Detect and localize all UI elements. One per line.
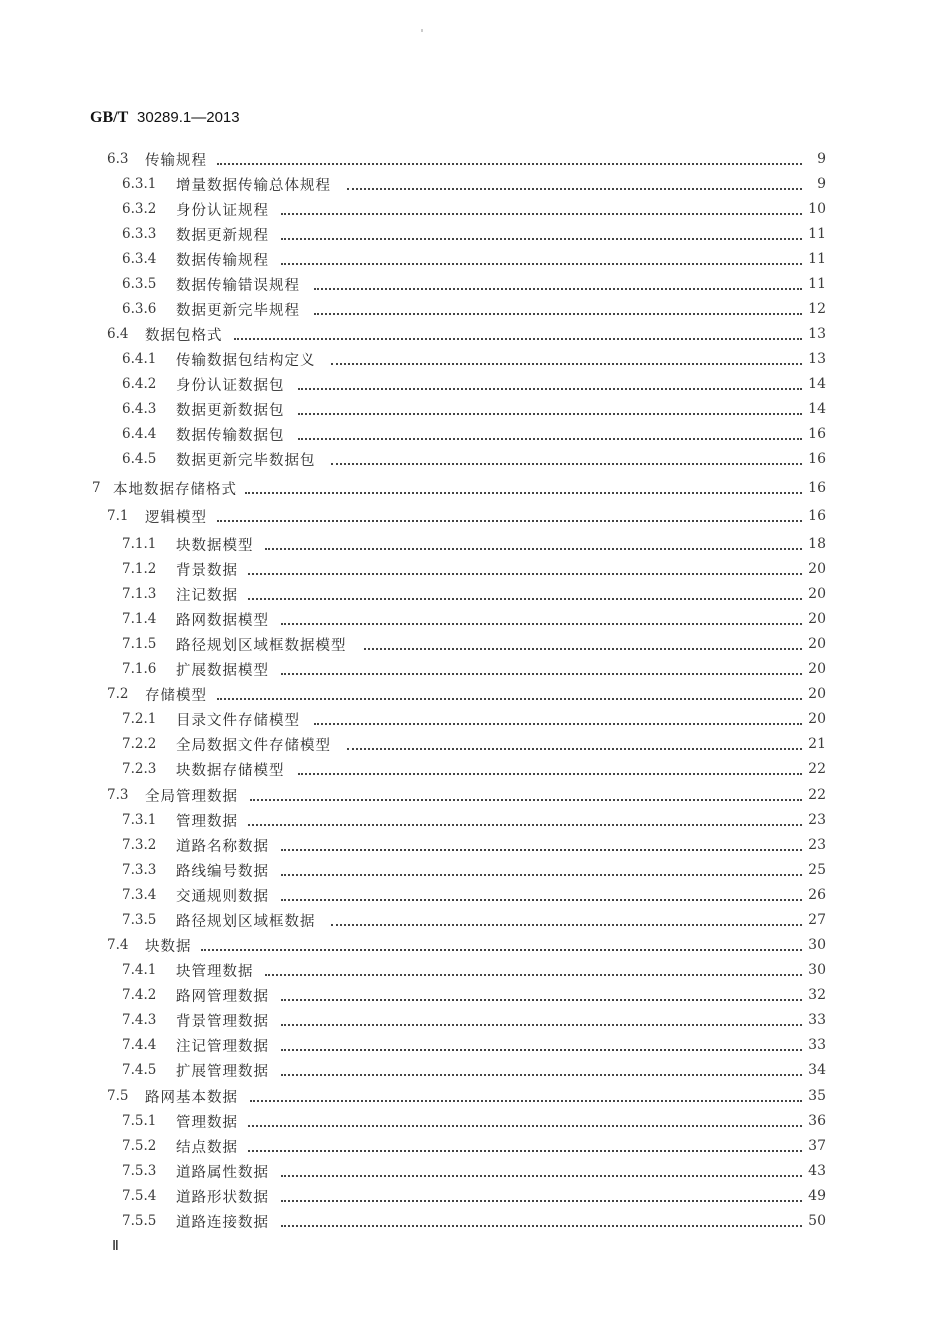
toc-section-number: 7.3	[107, 787, 129, 803]
toc-entry[interactable]	[0, 633, 950, 655]
toc-section-title: 路网管理数据	[176, 988, 269, 1005]
toc-page-number: 20	[808, 686, 826, 702]
toc-entry[interactable]	[0, 859, 950, 881]
toc-entry[interactable]	[0, 1210, 950, 1232]
toc-page-number: 20	[808, 586, 826, 602]
toc-entry[interactable]	[0, 323, 950, 345]
dot-leader	[248, 1113, 802, 1127]
dot-leader	[234, 326, 803, 340]
dot-leader	[248, 812, 802, 826]
toc-entry[interactable]	[0, 273, 950, 295]
toc-section-number: 6.4	[107, 326, 129, 342]
toc-page-number: 20	[808, 661, 826, 677]
toc-entry[interactable]	[0, 1135, 950, 1157]
dot-leader	[248, 561, 802, 575]
toc-page-number: 43	[808, 1163, 826, 1179]
toc-entry[interactable]	[0, 477, 950, 499]
dot-leader	[298, 426, 803, 440]
toc-page-number: 16	[808, 480, 826, 496]
toc-section-number: 7.5.5	[122, 1213, 157, 1229]
toc-entry[interactable]	[0, 1185, 950, 1207]
toc-page-number: 11	[808, 251, 826, 267]
dot-leader	[265, 962, 803, 976]
toc-page-number: 35	[808, 1088, 826, 1104]
toc-section-title: 全局管理数据	[145, 788, 238, 805]
toc-page-number: 21	[808, 736, 826, 752]
toc-entry[interactable]	[0, 884, 950, 906]
toc-entry[interactable]	[0, 373, 950, 395]
toc-section-title: 数据传输规程	[176, 252, 269, 269]
toc-section-title: 注记管理数据	[176, 1038, 269, 1055]
toc-page-number: 33	[808, 1012, 826, 1028]
toc-entry[interactable]	[0, 608, 950, 630]
toc-section-number: 7.1.3	[122, 586, 157, 602]
dot-leader	[364, 636, 803, 650]
dot-leader	[248, 1138, 802, 1152]
toc-section-number: 6.3.6	[122, 301, 157, 317]
dot-leader	[281, 661, 802, 675]
toc-entry[interactable]	[0, 533, 950, 555]
toc-entry[interactable]	[0, 398, 950, 420]
toc-section-number: 7.4.2	[122, 987, 157, 1003]
dot-leader	[347, 176, 802, 190]
toc-page-number: 10	[808, 201, 826, 217]
toc-section-number: 7.1	[107, 508, 129, 524]
toc-entry[interactable]	[0, 1160, 950, 1182]
toc-section-title: 扩展管理数据	[176, 1063, 269, 1080]
toc-entry[interactable]	[0, 784, 950, 806]
toc-section-title: 路径规划区域框数据模型	[176, 637, 347, 654]
toc-section-number: 6.4.1	[122, 351, 157, 367]
toc-section-title: 背景管理数据	[176, 1013, 269, 1030]
toc-section-number: 7.2	[107, 686, 129, 702]
toc-entry[interactable]	[0, 809, 950, 831]
toc-entry[interactable]	[0, 934, 950, 956]
toc-section-number: 7.3.2	[122, 837, 157, 853]
toc-page-number: 22	[808, 787, 826, 803]
toc-section-number: 7.3.5	[122, 912, 157, 928]
toc-section-title: 目录文件存储模型	[176, 712, 300, 729]
dot-leader	[314, 711, 802, 725]
dot-leader	[298, 761, 803, 775]
dot-leader	[201, 937, 803, 951]
dot-leader	[248, 586, 802, 600]
toc-page-number: 14	[808, 376, 826, 392]
toc-section-number: 7.4	[107, 937, 129, 953]
toc-section-number: 7.1.4	[122, 611, 157, 627]
toc-page-number: 34	[808, 1062, 826, 1078]
toc-section-number: 7.5	[107, 1088, 129, 1104]
toc-section-title: 路线编号数据	[176, 863, 269, 880]
toc-page-number: 9	[817, 176, 826, 192]
toc-section-title: 路径规划区域框数据	[176, 913, 316, 930]
toc-section-title: 本地数据存储格式	[113, 481, 237, 498]
toc-section-number: 7.3.4	[122, 887, 157, 903]
dot-leader	[217, 686, 802, 700]
toc-page-number: 12	[808, 301, 826, 317]
toc-section-number: 6.3.5	[122, 276, 157, 292]
toc-entry[interactable]	[0, 959, 950, 981]
toc-section-number: 6.3.1	[122, 176, 157, 192]
dot-leader	[314, 301, 802, 315]
toc-section-number: 7.5.3	[122, 1163, 157, 1179]
toc-entry[interactable]	[0, 448, 950, 470]
toc-section-number: 6.4.3	[122, 401, 157, 417]
dot-leader	[245, 480, 802, 494]
toc-entry[interactable]	[0, 423, 950, 445]
toc-entry[interactable]	[0, 173, 950, 195]
dot-leader	[281, 251, 802, 265]
dot-leader	[281, 1163, 802, 1177]
toc-section-title: 管理数据	[176, 1114, 238, 1131]
toc-page-number: 30	[808, 962, 826, 978]
toc-section-number: 6.3.3	[122, 226, 157, 242]
toc-page-number: 13	[808, 351, 826, 367]
toc-section-number: 7.1.2	[122, 561, 157, 577]
toc-section-title: 数据更新完毕数据包	[176, 452, 316, 469]
toc-entry[interactable]	[0, 583, 950, 605]
dot-leader	[281, 611, 802, 625]
dot-leader	[281, 1062, 802, 1076]
toc-page-number: 9	[817, 151, 826, 167]
scan-speck	[421, 29, 423, 32]
toc-entry[interactable]	[0, 198, 950, 220]
toc-section-number: 6.3	[107, 151, 129, 167]
toc-section-number: 7.1.1	[122, 536, 157, 552]
toc-section-number: 7.2.2	[122, 736, 157, 752]
toc-section-number: 6.4.2	[122, 376, 157, 392]
toc-page-number: 23	[808, 812, 826, 828]
dot-leader	[281, 201, 802, 215]
toc-page-number: 16	[808, 508, 826, 524]
toc-page-number: 36	[808, 1113, 826, 1129]
toc-section-title: 传输数据包结构定义	[176, 352, 316, 369]
toc-entry[interactable]	[0, 298, 950, 320]
toc-page-number: 25	[808, 862, 826, 878]
toc-page-number: 20	[808, 636, 826, 652]
toc-entry[interactable]	[0, 733, 950, 755]
toc-page-number: 14	[808, 401, 826, 417]
toc-section-title: 数据包格式	[145, 327, 223, 344]
toc-section-title: 块管理数据	[176, 963, 254, 980]
dot-leader	[250, 1088, 802, 1102]
toc-entry[interactable]	[0, 683, 950, 705]
toc-page-number: 20	[808, 611, 826, 627]
toc-section-number: 7.5.2	[122, 1138, 157, 1154]
toc-section-title: 管理数据	[176, 813, 238, 830]
dot-leader	[217, 508, 802, 522]
toc-page-number: 50	[808, 1213, 826, 1229]
toc-section-title: 身份认证规程	[176, 202, 269, 219]
toc-section-number: 7.4.3	[122, 1012, 157, 1028]
toc-section-number: 7.4.5	[122, 1062, 157, 1078]
toc-section-title: 存储模型	[145, 687, 207, 704]
toc-section-number: 7.3.1	[122, 812, 157, 828]
toc-page-number: 20	[808, 561, 826, 577]
toc-entry[interactable]	[0, 1059, 950, 1081]
toc-section-title: 块数据存储模型	[176, 762, 285, 779]
toc-page-number: 16	[808, 426, 826, 442]
toc-entry[interactable]	[0, 148, 950, 170]
dot-leader	[281, 1037, 802, 1051]
dot-leader	[314, 276, 802, 290]
toc-section-title: 背景数据	[176, 562, 238, 579]
toc-section-number: 7	[92, 480, 101, 496]
dot-leader	[250, 787, 802, 801]
toc-entry[interactable]	[0, 348, 950, 370]
toc-entry[interactable]	[0, 248, 950, 270]
toc-entry[interactable]	[0, 909, 950, 931]
toc-section-number: 6.3.2	[122, 201, 157, 217]
toc-section-title: 路网基本数据	[145, 1089, 238, 1106]
toc-section-number: 7.1.5	[122, 636, 157, 652]
standard-number: 30289.1—2013	[137, 109, 240, 126]
toc-section-title: 块数据模型	[176, 537, 254, 554]
toc-section-number: 7.3.3	[122, 862, 157, 878]
toc-entry[interactable]	[0, 658, 950, 680]
toc-section-title: 身份认证数据包	[176, 377, 285, 394]
dot-leader	[281, 887, 802, 901]
toc-section-title: 逻辑模型	[145, 509, 207, 526]
toc-page-number: 37	[808, 1138, 826, 1154]
toc-section-number: 7.1.6	[122, 661, 157, 677]
dot-leader	[331, 451, 803, 465]
toc-section-number: 7.4.1	[122, 962, 157, 978]
toc-section-number: 7.5.1	[122, 1113, 157, 1129]
toc-section-number: 7.2.3	[122, 761, 157, 777]
toc-entry[interactable]	[0, 834, 950, 856]
dot-leader	[281, 987, 802, 1001]
toc-entry[interactable]	[0, 558, 950, 580]
toc-entry[interactable]	[0, 1034, 950, 1056]
toc-section-title: 道路属性数据	[176, 1164, 269, 1181]
toc-section-number: 7.4.4	[122, 1037, 157, 1053]
toc-page-number: 49	[808, 1188, 826, 1204]
toc-section-title: 数据更新完毕规程	[176, 302, 300, 319]
toc-section-number: 7.2.1	[122, 711, 157, 727]
toc-section-title: 数据传输数据包	[176, 427, 285, 444]
toc-section-title: 数据更新数据包	[176, 402, 285, 419]
toc-section-title: 全局数据文件存储模型	[176, 737, 331, 754]
dot-leader	[347, 736, 802, 750]
toc-section-title: 道路名称数据	[176, 838, 269, 855]
toc-section-title: 传输规程	[145, 152, 207, 169]
toc-section-number: 7.5.4	[122, 1188, 157, 1204]
toc-page-number: 30	[808, 937, 826, 953]
dot-leader	[298, 401, 803, 415]
dot-leader	[281, 1012, 802, 1026]
dot-leader	[281, 862, 802, 876]
dot-leader	[331, 912, 803, 926]
toc-page-number: 23	[808, 837, 826, 853]
toc-section-title: 扩展数据模型	[176, 662, 269, 679]
toc-entry[interactable]	[0, 1110, 950, 1132]
toc-page-number: 26	[808, 887, 826, 903]
page-number: Ⅱ	[112, 1239, 119, 1254]
toc-section-title: 块数据	[145, 938, 192, 955]
dot-leader	[281, 1213, 802, 1227]
dot-leader	[281, 1188, 802, 1202]
toc-entry[interactable]	[0, 505, 950, 527]
toc-page-number: 16	[808, 451, 826, 467]
dot-leader	[298, 376, 803, 390]
standard-prefix: GB/T	[90, 109, 129, 126]
toc-entry[interactable]	[0, 1085, 950, 1107]
toc-page-number: 27	[808, 912, 826, 928]
dot-leader	[281, 226, 802, 240]
toc-page-number: 22	[808, 761, 826, 777]
toc-section-title: 道路形状数据	[176, 1189, 269, 1206]
toc-page-number: 11	[808, 276, 826, 292]
toc-page-number: 18	[808, 536, 826, 552]
dot-leader	[281, 837, 802, 851]
toc-section-title: 数据传输错误规程	[176, 277, 300, 294]
toc-page-number: 20	[808, 711, 826, 727]
toc-section-number: 6.4.5	[122, 451, 157, 467]
dot-leader	[331, 351, 803, 365]
toc-page-number: 33	[808, 1037, 826, 1053]
toc-entry[interactable]	[0, 1009, 950, 1031]
dot-leader	[265, 536, 803, 550]
toc-section-title: 交通规则数据	[176, 888, 269, 905]
toc-section-number: 6.3.4	[122, 251, 157, 267]
document-header	[90, 108, 240, 127]
toc-entry[interactable]	[0, 223, 950, 245]
toc-section-number: 6.4.4	[122, 426, 157, 442]
toc-section-title: 增量数据传输总体规程	[176, 177, 331, 194]
toc-entry[interactable]	[0, 984, 950, 1006]
toc-entry[interactable]	[0, 708, 950, 730]
toc-section-title: 路网数据模型	[176, 612, 269, 629]
toc-page-number: 13	[808, 326, 826, 342]
toc-page-number: 11	[808, 226, 826, 242]
toc-entry[interactable]	[0, 758, 950, 780]
toc-page-number: 32	[808, 987, 826, 1003]
dot-leader	[217, 151, 802, 165]
toc-section-title: 道路连接数据	[176, 1214, 269, 1231]
toc-section-title: 结点数据	[176, 1139, 238, 1156]
toc-section-title: 注记数据	[176, 587, 238, 604]
toc-section-title: 数据更新规程	[176, 227, 269, 244]
